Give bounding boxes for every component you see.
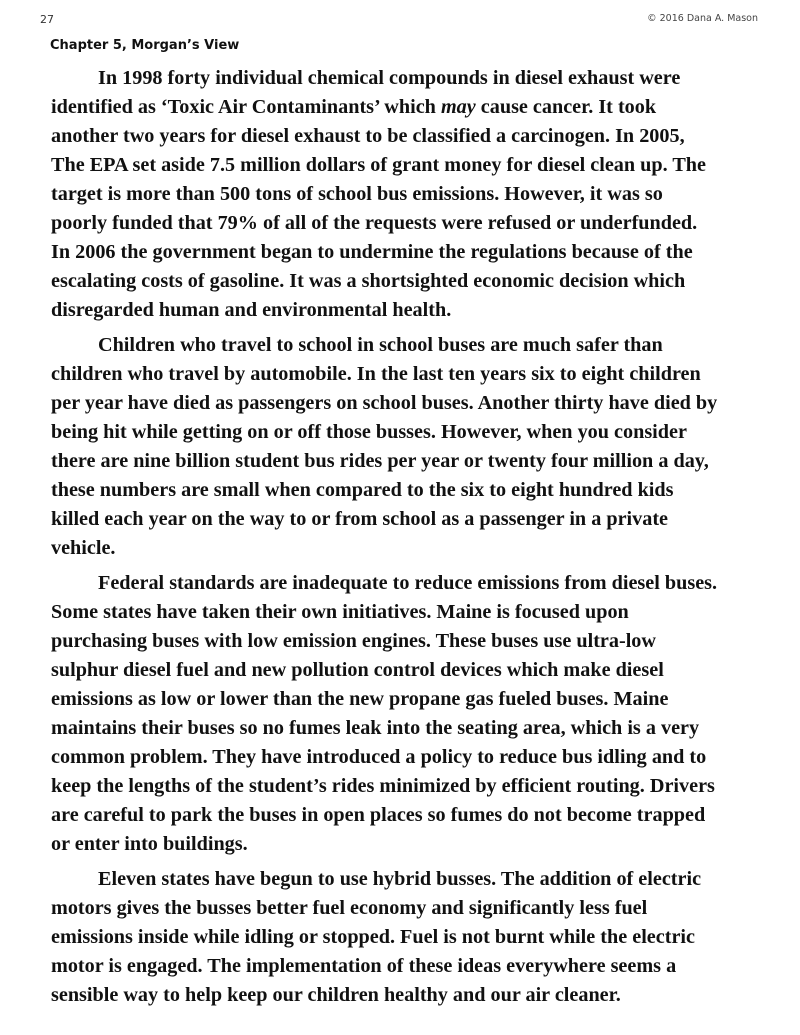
text-line: Some states have taken their own initiatives. Maine is focused upon: [51, 601, 629, 623]
text-line: or enter into buildings.: [51, 833, 248, 855]
page-number: 27: [40, 13, 54, 26]
text-line: per year have died as passengers on school buses. Another thirty have died by: [51, 392, 718, 414]
text-line: In 1998 forty individual chemical compounds in diesel exhaust were: [98, 67, 681, 89]
text-segment: identified as ‘Toxic Air Contaminants’ which: [51, 96, 441, 118]
chapter-heading: Chapter 5, Morgan’s View: [50, 38, 240, 53]
text-line: being hit while getting on or off those busses. However, when you consider: [51, 421, 687, 443]
emphasis-may: may: [440, 96, 476, 118]
text-line: maintains their buses so no fumes leak into the seating area, which is a very: [51, 717, 700, 739]
text-line: these numbers are small when compared to the six to eight hundred kids: [51, 479, 674, 501]
text-line: emissions as low or lower than the new propane gas fueled buses. Maine: [51, 688, 669, 710]
text-line: In 2006 the government began to undermine the regulations because of the: [51, 241, 693, 263]
paragraph-2: [51, 331, 756, 563]
text-line: [51, 93, 756, 122]
text-line: sensible way to help keep our children healthy and our air cleaner.: [51, 984, 621, 1006]
text-line: motors gives the busses better fuel economy and significantly less fuel: [51, 897, 648, 919]
text-line: Children who travel to school in school buses are much safer than: [98, 334, 663, 356]
text-line: emissions inside while idling or stopped. Fuel is not burnt while the electric: [51, 926, 695, 948]
body-text: [51, 64, 756, 1016]
text-line: another two years for diesel exhaust to be classified a carcinogen. In 2005,: [51, 125, 685, 147]
copyright-notice: © 2016 Dana A. Mason: [647, 13, 758, 24]
text-line: vehicle.: [51, 537, 116, 559]
text-line: Federal standards are inadequate to reduce emissions from diesel buses.: [98, 572, 718, 594]
text-line: poorly funded that 79% of all of the requests were refused or underfunded.: [51, 212, 698, 234]
text-line: keep the lengths of the student’s rides minimized by efficient routing. Drivers: [51, 775, 715, 797]
text-line: escalating costs of gasoline. It was a shortsighted economic decision which: [51, 270, 686, 292]
text-line: sulphur diesel fuel and new pollution control devices which make diesel: [51, 659, 664, 681]
paragraph-4: [51, 865, 756, 1010]
text-line: killed each year on the way to or from school as a passenger in a private: [51, 508, 669, 530]
text-segment: cause cancer. It took: [475, 96, 657, 118]
text-line: disregarded human and environmental health.: [51, 299, 452, 321]
text-line: Eleven states have begun to use hybrid busses. The addition of electric: [98, 868, 702, 890]
text-line: motor is engaged. The implementation of these ideas everywhere seems a: [51, 955, 677, 977]
text-line: children who travel by automobile. In the last ten years six to eight children: [51, 363, 701, 385]
text-line: common problem. They have introduced a policy to reduce bus idling and to: [51, 746, 707, 768]
text-line: The EPA set aside 7.5 million dollars of grant money for diesel clean up. The: [51, 154, 706, 176]
text-line: there are nine billion student bus rides per year or twenty four million a day,: [51, 450, 709, 472]
paragraph-3: [51, 569, 756, 859]
text-line: target is more than 500 tons of school bus emissions. However, it was so: [51, 183, 663, 205]
paragraph-1: [51, 64, 756, 325]
text-line: purchasing buses with low emission engines. These buses use ultra-low: [51, 630, 656, 652]
text-line: are careful to park the buses in open places so fumes do not become trapped: [51, 804, 706, 826]
